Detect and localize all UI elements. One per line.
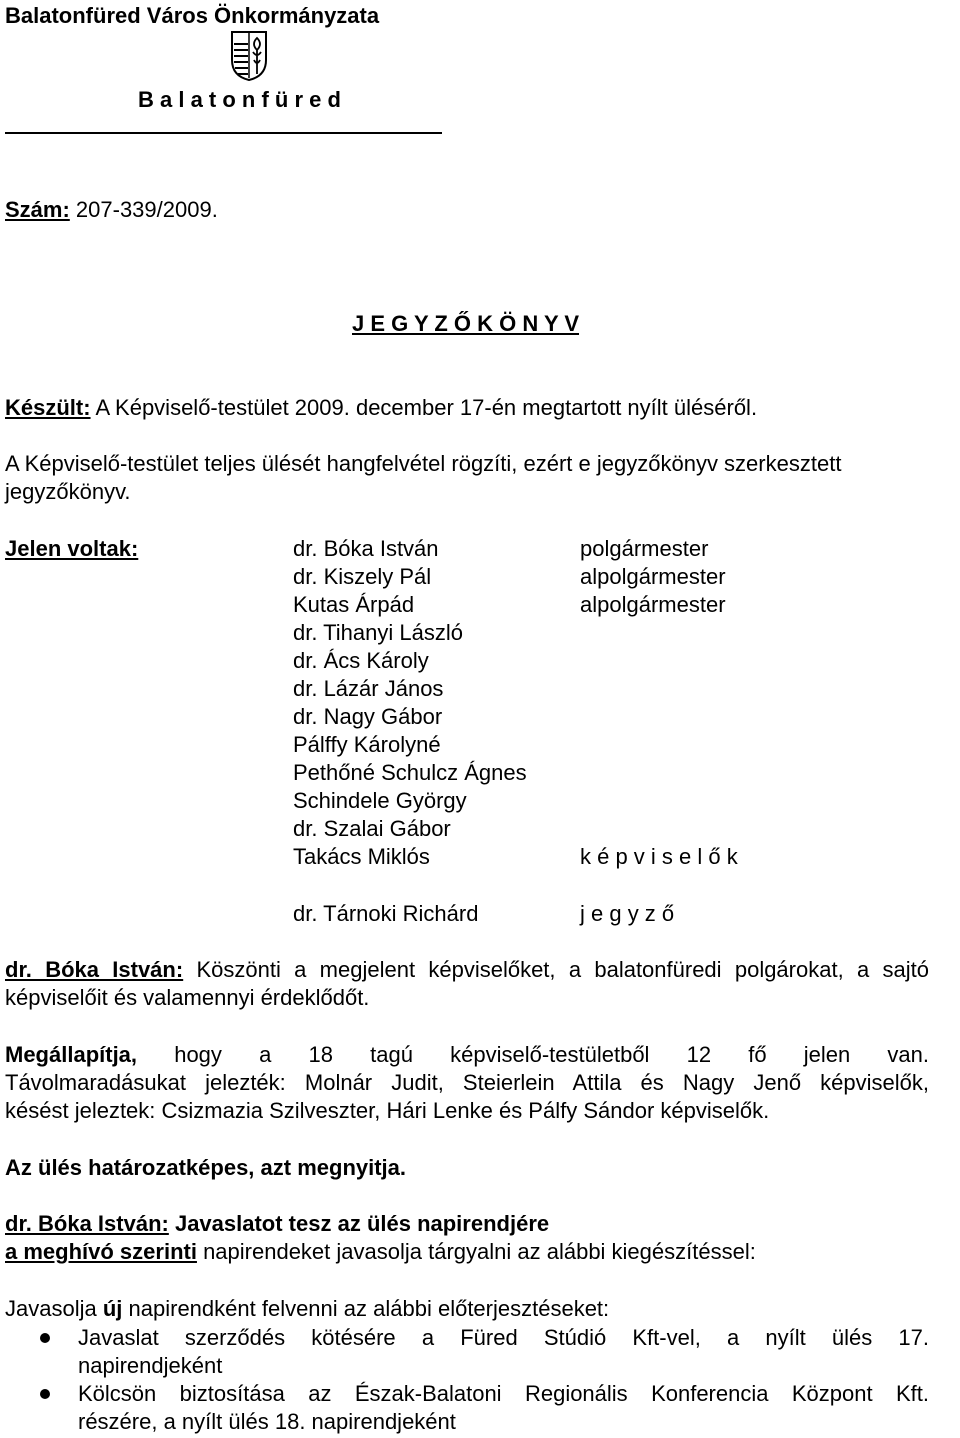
attendee-name: dr. Bóka István	[293, 536, 439, 561]
agenda-item	[78, 1380, 929, 1436]
quorum-line	[5, 1041, 929, 1069]
agenda-invitation-rest: napirendeket javasolja tárgyalni az alábbi kiegészítéssel:	[196, 1239, 756, 1264]
attendee-name: Kutas Árpád	[293, 592, 415, 617]
recording-note: A Képviselő-testület teljes ülését hangfelvétel rögzíti, ezért e jegyzőkönyv szerkesztett jegyzőkönyv.	[5, 451, 842, 504]
agenda-speaker: dr. Bóka István:	[5, 1211, 169, 1236]
prepared-line	[5, 394, 757, 422]
attendee-name: dr. Nagy Gábor	[293, 704, 443, 729]
attendees-label: Jelen voltak:	[5, 536, 139, 561]
prepared-text: A Képviselő-testület 2009. december 17-én megtartott nyílt üléséről.	[90, 395, 758, 420]
agenda-item-line2: napirendjeként	[78, 1353, 223, 1378]
document-title: J E G Y Z Ő K Ö N Y V	[352, 311, 580, 336]
absentees-line: Távolmaradásukat jelezték: Molnár Judit, Steierlein Attila és Nagy Jenő képviselők,	[5, 1070, 929, 1095]
bullet-icon	[40, 1333, 50, 1343]
header-divider	[5, 132, 442, 134]
attendee-role: k é p v i s e l ő k	[580, 844, 738, 869]
new-items-post: napirendként felvenni az alábbi előterjesztéseket:	[122, 1296, 610, 1321]
attendee-name: dr. Tihanyi László	[293, 620, 463, 645]
town-name: B a l a t o n f ü r e d	[138, 87, 341, 112]
agenda-item-line1: Javaslat szerződés kötésére a Füred Stúdió Kft-vel, a nyílt ülés 17.	[78, 1325, 929, 1350]
agenda-headline	[5, 1210, 549, 1238]
authority-name: Balatonfüred Város Önkormányzata	[5, 3, 380, 28]
notary-name: dr. Tárnoki Richárd	[293, 901, 479, 926]
attendee-name: dr. Lázár János	[293, 676, 444, 701]
agenda-item-line2: részére, a nyílt ülés 18. napirendjeként	[78, 1409, 456, 1434]
opening-statement: Az ülés határozatképes, azt megnyitja.	[5, 1155, 407, 1180]
new-items-bold: új	[102, 1296, 123, 1321]
new-items-pre: Javasolja	[5, 1296, 103, 1321]
agenda-invitation	[5, 1238, 756, 1266]
prepared-label: Készült:	[5, 395, 91, 420]
coat-of-arms-icon	[230, 30, 268, 82]
attendee-name: Pálffy Károlyné	[293, 732, 441, 757]
attendee-name: Takács Miklós	[293, 844, 430, 869]
attendee-name: Pethőné Schulcz Ágnes	[293, 760, 527, 785]
agenda-item-line1: Kölcsön biztosítása az Észak-Balatoni Regionális Konferencia Központ Kft.	[78, 1381, 929, 1406]
reference-value: 207-339/2009.	[69, 197, 218, 222]
reference-label: Szám:	[5, 197, 70, 222]
bullet-icon	[40, 1389, 50, 1399]
notary-role: j e g y z ő	[580, 901, 675, 926]
agenda-new-items-intro	[5, 1295, 609, 1323]
agenda-headline-text: Javaslatot tesz az ülés napirendjére	[168, 1211, 550, 1236]
quorum-rest: hogy a 18 tagú képviselő-testületből 12 fő jelen van.	[137, 1042, 929, 1067]
quorum-lead: Megállapítja,	[5, 1042, 138, 1067]
attendee-role: alpolgármester	[580, 592, 726, 617]
reference-number	[5, 196, 218, 224]
greeting-text: Köszönti a megjelent képviselőket, a balatonfüredi polgárokat, a sajtó képviselőit és valamennyi érdeklődőt.	[5, 957, 929, 1010]
attendee-role: alpolgármester	[580, 564, 726, 589]
greeting-paragraph	[5, 956, 929, 1012]
late-arrivals-line: késést jeleztek: Csizmazia Szilveszter, Hári Lenke és Pálfy Sándor képviselők.	[5, 1098, 770, 1123]
agenda-invitation-bold: a meghívó szerinti	[5, 1239, 197, 1264]
attendee-name: Schindele György	[293, 788, 467, 813]
attendee-name: dr. Szalai Gábor	[293, 816, 451, 841]
agenda-item	[78, 1324, 929, 1380]
greeting-speaker: dr. Bóka István:	[5, 957, 184, 982]
attendee-name: dr. Kiszely Pál	[293, 564, 432, 589]
attendee-name: dr. Ács Károly	[293, 648, 429, 673]
attendee-role: polgármester	[580, 536, 709, 561]
